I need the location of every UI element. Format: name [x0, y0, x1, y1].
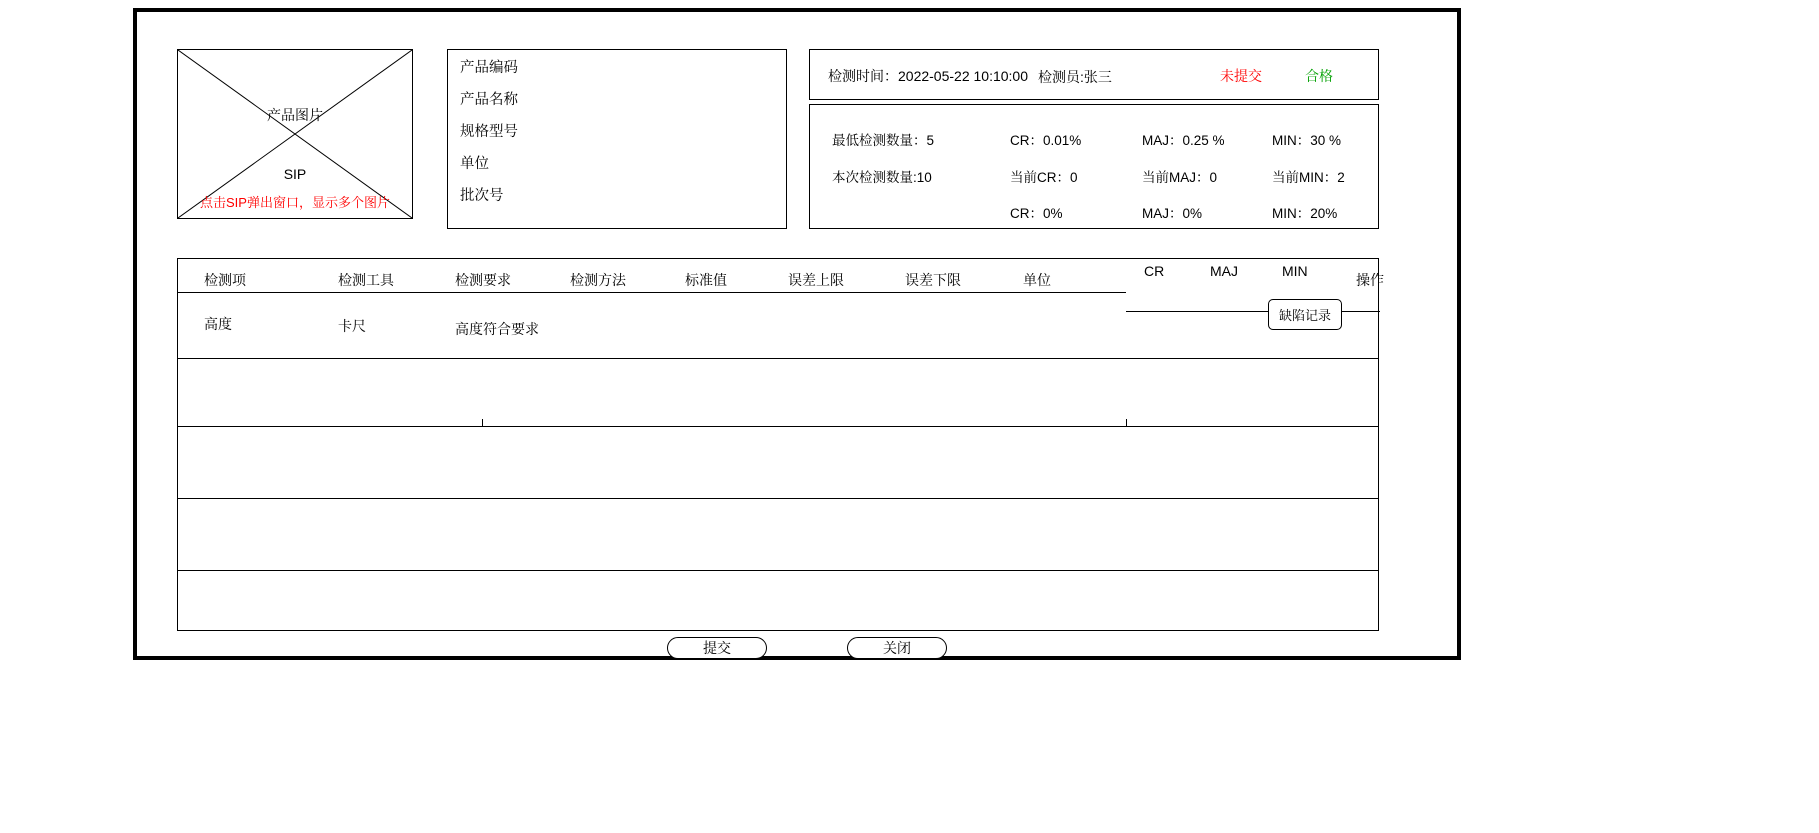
close-button[interactable]: 关闭 — [847, 637, 947, 659]
cell-tool: 卡尺 — [338, 318, 366, 334]
product-name-label: 产品名称 — [460, 92, 518, 108]
table-row-divider-3 — [178, 498, 1378, 499]
sip-link[interactable]: SIP — [283, 166, 307, 182]
stat-min-percent: MIN：20% — [1272, 206, 1338, 221]
stat-min-quantity: 最低检测数量：5 — [832, 133, 935, 148]
col-header-method: 检测方法 — [570, 272, 626, 288]
stat-current-cr: 当前CR：0 — [1010, 170, 1078, 185]
defect-record-button[interactable]: 缺陷记录 — [1268, 299, 1342, 330]
inspector-label: 检测员:张三 — [1038, 69, 1112, 85]
status-badge-unsubmitted: 未提交 — [1220, 68, 1262, 84]
product-image-placeholder[interactable] — [177, 49, 413, 219]
stat-maj-percent: MAJ：0% — [1142, 206, 1203, 221]
sip-hint-text: 点击SIP弹出窗口，显示多个图片 — [200, 195, 390, 210]
table-header-row — [178, 259, 1384, 293]
product-code-label: 产品编码 — [460, 60, 518, 76]
stat-min-limit: MIN：30 % — [1272, 133, 1342, 148]
col-header-requirement: 检测要求 — [455, 272, 511, 288]
inspection-stats-panel — [809, 104, 1379, 229]
inspection-header-panel — [809, 49, 1379, 100]
col-header-action: 操作 — [1356, 272, 1384, 288]
col-header-upper: 误差上限 — [788, 272, 844, 288]
col-header-unit: 单位 — [1023, 272, 1051, 288]
stat-current-quantity: 本次检测数量:10 — [832, 170, 932, 185]
inspection-time-label: 检测时间：2022-05-22 10:10:00 — [828, 68, 1028, 84]
stat-cr-percent: CR：0% — [1010, 206, 1063, 221]
product-image-label: 产品图片 — [267, 107, 323, 123]
table-vertical-rule-left — [482, 419, 483, 427]
col-header-cr: CR — [1144, 263, 1165, 279]
submit-button[interactable]: 提交 — [667, 637, 767, 659]
stat-cr-limit: CR：0.01% — [1010, 133, 1082, 148]
col-header-item: 检测项 — [204, 272, 246, 288]
inspection-items-table — [177, 258, 1384, 631]
product-batch-label: 批次号 — [460, 188, 504, 204]
table-row-divider-1 — [178, 358, 1378, 359]
col-header-tool: 检测工具 — [338, 272, 394, 288]
product-info-panel — [447, 49, 787, 229]
stat-current-min: 当前MIN：2 — [1272, 170, 1345, 185]
product-unit-label: 单位 — [460, 156, 489, 172]
col-header-lower: 误差下限 — [905, 272, 961, 288]
header-divider-left — [178, 292, 1126, 293]
col-header-maj: MAJ — [1210, 263, 1238, 279]
cell-item: 高度 — [204, 316, 232, 332]
col-header-min: MIN — [1282, 263, 1308, 279]
stat-current-maj: 当前MAJ：0 — [1142, 170, 1218, 185]
stat-maj-limit: MAJ：0.25 % — [1142, 133, 1225, 148]
status-badge-pass: 合格 — [1305, 68, 1333, 84]
table-vertical-rule-right — [1126, 419, 1127, 427]
cell-requirement: 高度符合要求 — [455, 321, 539, 337]
table-row-divider-2 — [178, 426, 1378, 427]
product-spec-label: 规格型号 — [460, 124, 518, 140]
col-header-standard: 标准值 — [685, 272, 727, 288]
dialog-window — [133, 8, 1461, 660]
table-row-divider-4 — [178, 570, 1378, 571]
